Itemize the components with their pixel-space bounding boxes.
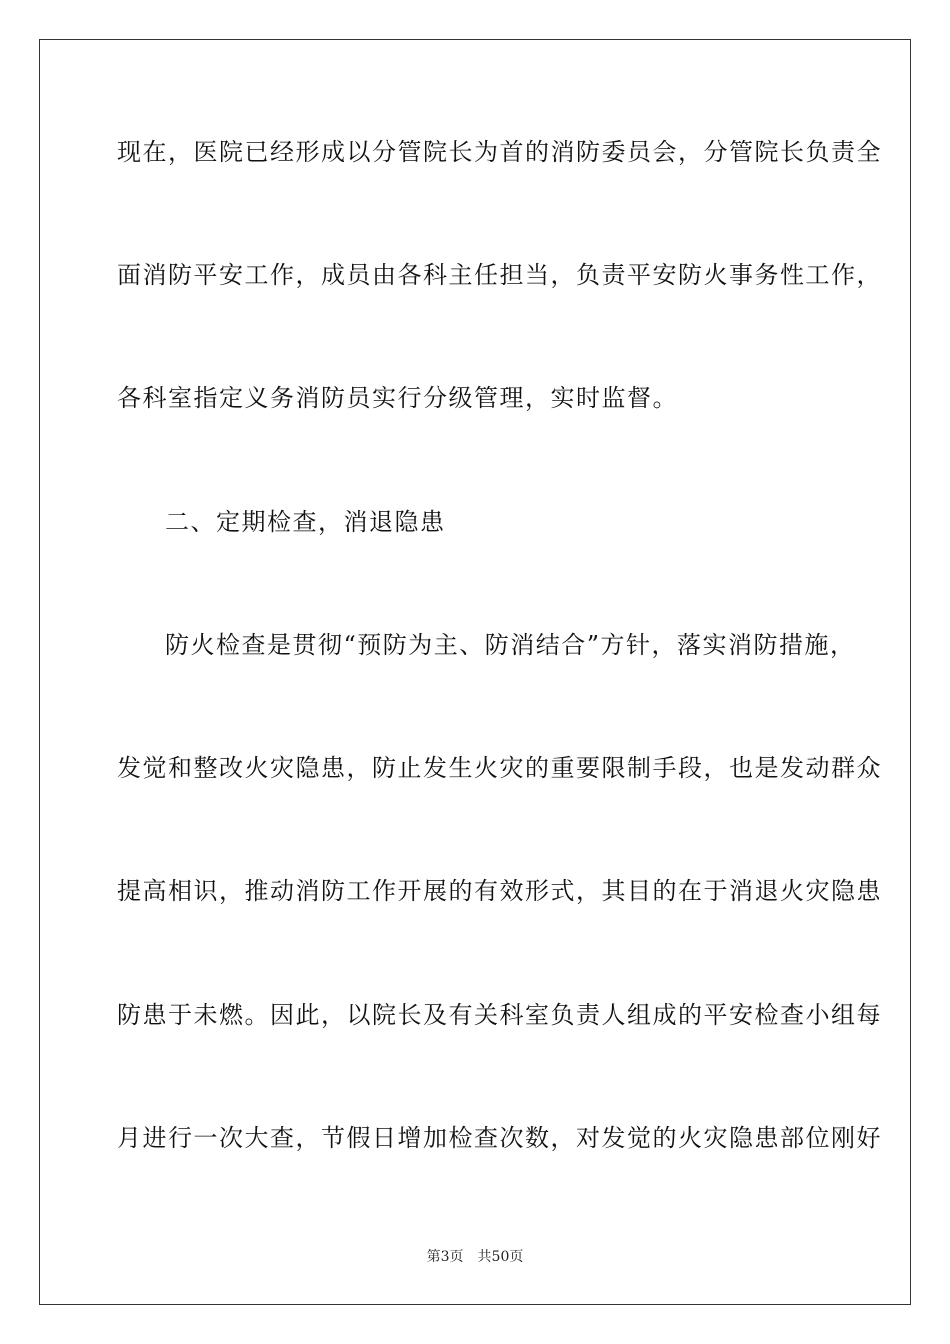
body-text-line: 防火检查是贯彻“预防为主、防消结合”方针，落实消防措施， [165,631,856,659]
page-border [39,39,911,1305]
body-text-line: 各科室指定义务消防员实行分级管理，实时监督。 [117,384,678,412]
page-number: 第3页 [426,1249,464,1265]
section-heading: 二、定期检查，消退隐患 [165,508,446,536]
body-text-line: 月进行一次大查，节假日增加检查次数，对发觉的火灾隐患部位刚好 [117,1124,882,1152]
page-footer [0,1248,950,1266]
body-text-line: 面消防平安工作，成员由各科主任担当，负责平安防火事务性工作， [117,261,882,289]
body-text-line: 防患于未燃。因此，以院长及有关科室负责人组成的平安检查小组每 [117,1001,882,1029]
body-text-line: 提高相识，推动消防工作开展的有效形式，其目的在于消退火灾隐患 [117,877,882,905]
body-text-line: 现在，医院已经形成以分管院长为首的消防委员会，分管院长负责全 [117,138,882,166]
page-total: 共50页 [477,1249,524,1265]
body-text-line: 发觉和整改火灾隐患，防止发生火灾的重要限制手段，也是发动群众 [117,754,882,782]
